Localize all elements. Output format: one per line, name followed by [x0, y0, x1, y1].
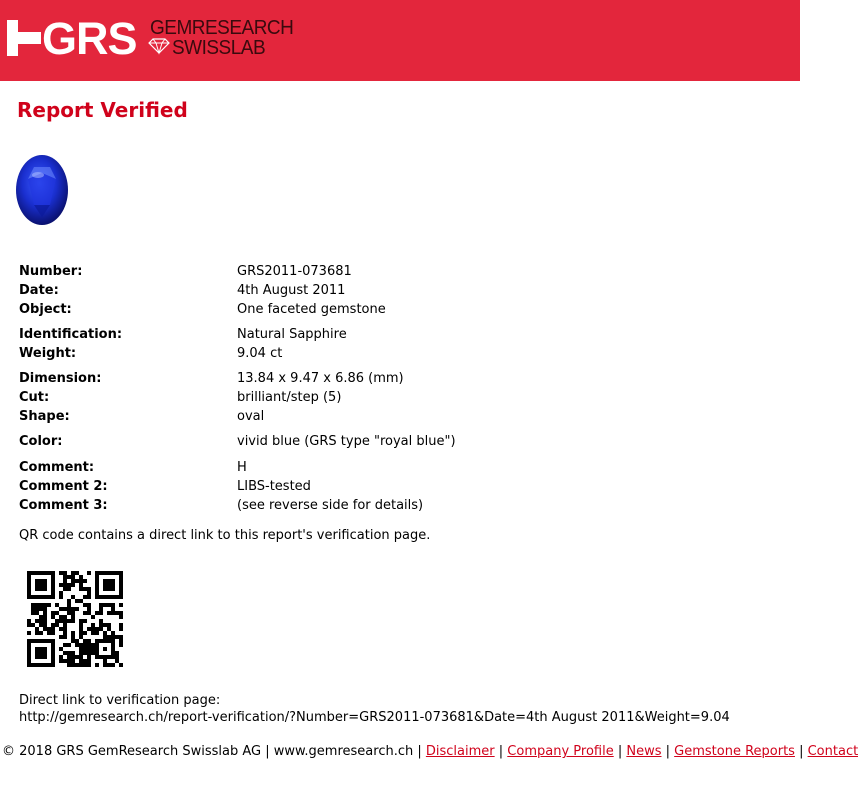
detail-value: LIBS-tested	[237, 479, 311, 494]
detail-key: Date:	[19, 283, 59, 298]
diamond-icon	[148, 38, 170, 54]
footer: © 2018 GRS GemResearch Swisslab AG | www.gemresearch.ch | Disclaimer | Company Profile | News | Gemstone Reports | Contact	[2, 744, 858, 759]
detail-value: 9.04 ct	[237, 346, 283, 361]
brand-subtitle-line2: SWISSLAB	[172, 36, 266, 59]
detail-key: Number:	[19, 264, 83, 279]
footer-copyright: © 2018 GRS GemResearch Swisslab AG | www.gemresearch.ch |	[2, 744, 422, 759]
detail-key: Shape:	[19, 409, 70, 424]
detail-key: Color:	[19, 434, 63, 449]
brand-subtitle	[150, 18, 293, 58]
oval-blue-sapphire-icon	[14, 153, 70, 227]
footer-link-news[interactable]: News	[626, 744, 662, 759]
detail-key: Cut:	[19, 390, 50, 405]
detail-value: brilliant/step (5)	[237, 390, 342, 405]
detail-key: Comment 3:	[19, 498, 108, 513]
detail-value: GRS2011-073681	[237, 264, 352, 279]
swiss-cross-logo-icon	[7, 20, 41, 56]
detail-key: Comment 2:	[19, 479, 108, 494]
detail-value: Natural Sapphire	[237, 327, 347, 342]
detail-key: Identification:	[19, 327, 123, 342]
qr-note: QR code contains a direct link to this report's verification page.	[19, 528, 431, 543]
detail-value: vivid blue (GRS type "royal blue")	[237, 434, 456, 449]
direct-link-label: Direct link to verification page:	[19, 693, 221, 708]
footer-link-disclaimer[interactable]: Disclaimer	[425, 744, 495, 759]
brand-logo-text: GRS	[42, 13, 137, 64]
footer-link-contact[interactable]: Contact	[807, 744, 858, 759]
direct-link-url: http://gemresearch.ch/report-verification/?Number=GRS2011-073681&Date=4th August 2011&Weight=9.04	[19, 710, 730, 725]
detail-key: Object:	[19, 302, 72, 317]
detail-key: Dimension:	[19, 371, 102, 386]
page-title: Report Verified	[17, 98, 188, 122]
detail-value: One faceted gemstone	[237, 302, 386, 317]
footer-link-gemstone-reports[interactable]: Gemstone Reports	[674, 744, 795, 759]
brand-subtitle-line1: GEMRESEARCH	[150, 17, 294, 40]
detail-value: oval	[237, 409, 265, 424]
detail-value: (see reverse side for details)	[237, 498, 424, 513]
header-banner	[0, 0, 800, 81]
qr-code-icon[interactable]	[27, 571, 123, 667]
detail-value: 13.84 x 9.47 x 6.86 (mm)	[237, 371, 404, 386]
detail-key: Weight:	[19, 346, 77, 361]
footer-link-company-profile[interactable]: Company Profile	[507, 744, 614, 759]
detail-value: H	[237, 460, 247, 475]
detail-value: 4th August 2011	[237, 283, 346, 298]
direct-link-block	[19, 692, 730, 726]
detail-key: Comment:	[19, 460, 95, 475]
